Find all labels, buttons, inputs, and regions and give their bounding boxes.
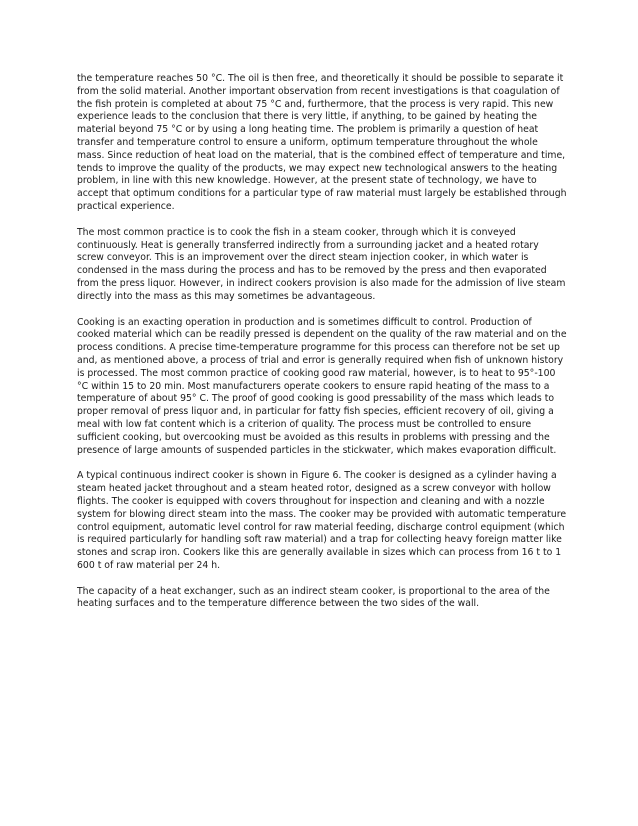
paragraph-cooking-control: Cooking is an exacting operation in production and is sometimes difficult to control. Production of cooked material which can be readily pressed is dependent on the quality of the raw material and on the process conditions. A precise time-temperature programme for this process can therefore not be set up and, as mentioned above, a process of trial and error is generally required when fish of unknown history is processed. The most common practice of cooking good raw material, however, is to heat to 95°-100 °C within 15 to 20 min. Most manufacturers operate cookers to ensure rapid heating of the mass to a temperature of about 95° C. The proof of good cooking is good pressability of the mass which leads to proper removal of press liquor and, in particular for fatty fish species, efficient recovery of oil, giving a meal with low fat content which is a criterion of quality. The process must be controlled to ensure sufficient cooking, but overcooking must be avoided as this results in problems with pressing and the presence of large amounts of suspended particles in the stickwater, which makes evaporation difficult. xyxy=(77,316,567,456)
document-body xyxy=(77,73,567,624)
paragraph-heat-exchanger-capacity: The capacity of a heat exchanger, such as an indirect steam cooker, is proportional to the area of the heating surfaces and to the temperature difference between the two sides of the wall. xyxy=(77,585,550,610)
paragraph-indirect-cooker: A typical continuous indirect cooker is shown in Figure 6. The cooker is designed as a cylinder having a steam heated jacket throughout and a steam heated rotor, designed as a screw conveyor with hollow flights. The cooker is equipped with covers throughout for inspection and cleaning and with a nozzle system for blowing direct steam into the mass. The cooker may be provided with automatic temperature control equipment, automatic level control for raw material feeding, discharge control equipment (which is required particularly for handling soft raw material) and a trap for collecting heavy foreign matter like stones and scrap iron. Cookers like this are generally available in sizes which can process from 16 t to 1 600 t of raw material per 24 h. xyxy=(77,470,567,571)
paragraph-steam-cooker: The most common practice is to cook the fish in a steam cooker, through which it is conveyed continuously. Heat is generally transferred indirectly from a surrounding jacket and a heated rotary screw conveyor. This is an improvement over the direct steam injection cooker, in which water is condensed in the mass during the process and has to be removed by the press and then evaporated from the press liquor. However, in indirect cookers provision is also made for the admission of live steam directly into the mass as this may sometimes be advantageous. xyxy=(77,226,566,302)
paragraph-heating-temperature: the temperature reaches 50 °C. The oil is then free, and theoretically it should be possible to separate it from the solid material. Another important observation from recent investigations is that coagulation of the fish protein is completed at about 75 °C and, furthermore, that the process is very rapid. This new experience leads to the conclusion that there is very little, if anything, to be gained by heating the material beyond 75 °C or by using a long heating time. The problem is primarily a question of heat transfer and temperature control to ensure a uniform, optimum temperature throughout the whole mass. Since reduction of heat load on the material, that is the combined effect of temperature and time, tends to improve the quality of the products, we may expect new technological answers to the heating problem, in line with this new knowledge. However, at the present state of technology, we have to accept that optimum conditions for a particular type of raw material must largely be established through practical experience. xyxy=(77,73,567,212)
